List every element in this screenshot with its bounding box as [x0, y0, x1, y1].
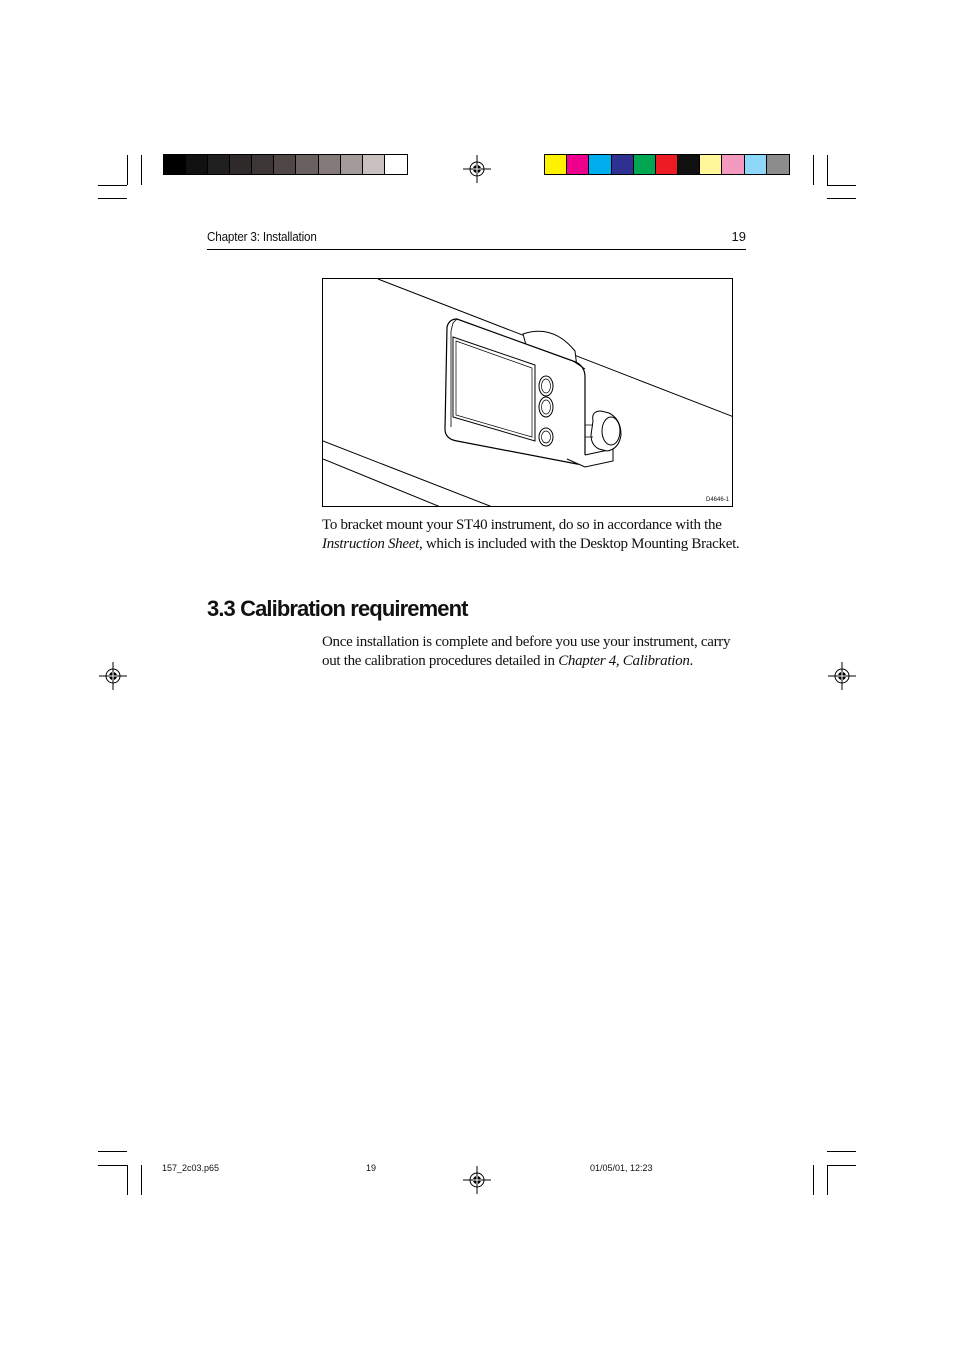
color-swatch	[745, 155, 767, 174]
crop-mark	[127, 155, 128, 185]
color-swatch	[589, 155, 611, 174]
crop-mark	[827, 1151, 856, 1152]
page-number: 19	[731, 229, 746, 244]
bracket-mount-paragraph	[322, 516, 746, 554]
color-swatch	[319, 155, 341, 174]
paragraph-text: Once installation is complete and before you use your instrument, carry out the calibration procedures detailed in	[322, 634, 731, 669]
crop-mark	[827, 1165, 828, 1195]
color-swatch	[634, 155, 656, 174]
color-swatch	[341, 155, 363, 174]
paragraph-text: , which is included with the Desktop Mounting Bracket.	[418, 536, 740, 552]
process-color-bar	[544, 154, 790, 175]
color-swatch	[208, 155, 230, 174]
crop-mark	[141, 1165, 142, 1195]
color-swatch	[363, 155, 385, 174]
chapter-running-head: Chapter 3: Installation	[207, 229, 317, 244]
crop-mark	[827, 198, 856, 199]
instrument-bracket-figure	[322, 278, 733, 507]
crop-mark	[141, 155, 142, 185]
crop-mark	[98, 1165, 127, 1166]
calibration-paragraph	[322, 633, 746, 671]
color-swatch	[385, 155, 407, 174]
color-swatch	[656, 155, 678, 174]
crop-mark	[827, 155, 828, 185]
crop-mark	[813, 1165, 814, 1195]
crop-mark	[98, 185, 127, 186]
color-swatch	[700, 155, 722, 174]
chapter-reference: Chapter 4, Calibration	[558, 653, 690, 669]
crop-mark	[127, 1165, 128, 1195]
slug-timestamp: 01/05/01, 12:23	[590, 1163, 653, 1173]
header-rule	[207, 249, 746, 250]
registration-mark-icon	[463, 1166, 491, 1194]
registration-mark-icon	[99, 662, 127, 690]
color-swatch	[186, 155, 208, 174]
crop-mark	[827, 185, 856, 186]
st40-instrument-illustration	[323, 279, 733, 507]
color-swatch	[252, 155, 274, 174]
crop-mark	[98, 1151, 127, 1152]
figure-id-label: D4646-1	[705, 497, 729, 503]
color-swatch	[722, 155, 744, 174]
paragraph-text: To bracket mount your ST40 instrument, do so in accordance with the	[322, 517, 722, 533]
color-swatch	[545, 155, 567, 174]
crop-mark	[813, 155, 814, 185]
section-heading: 3.3 Calibration requirement	[207, 596, 468, 621]
paragraph-text: .	[689, 653, 693, 669]
registration-mark-icon	[463, 155, 491, 183]
instruction-sheet-reference: Instruction Sheet	[322, 536, 419, 552]
grayscale-color-bar	[163, 154, 408, 175]
color-swatch	[274, 155, 296, 174]
slug-page-number: 19	[366, 1163, 377, 1173]
color-swatch	[767, 155, 789, 174]
color-swatch	[678, 155, 700, 174]
color-swatch	[164, 155, 186, 174]
slug-file-name: 157_2c03.p65	[162, 1163, 220, 1173]
registration-mark-icon	[828, 662, 856, 690]
color-swatch	[567, 155, 589, 174]
crop-mark	[98, 198, 127, 199]
crop-mark	[827, 1165, 856, 1166]
color-swatch	[296, 155, 318, 174]
color-swatch	[230, 155, 252, 174]
color-swatch	[612, 155, 634, 174]
